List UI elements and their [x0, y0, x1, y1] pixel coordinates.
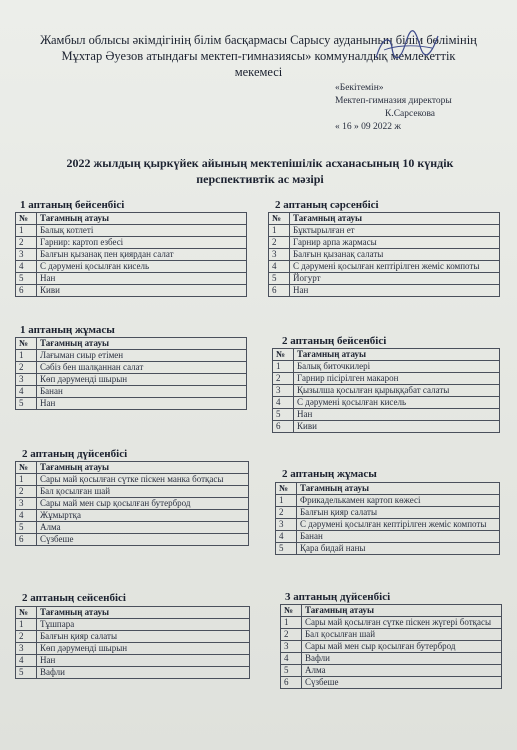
col-num-header: № [276, 483, 297, 495]
table-row: 4 С дәрумені қосылған кептірілген жеміс компоты [269, 261, 500, 273]
col-name-header: Тағамның атауы [294, 349, 500, 361]
approval-label: «Бекітемін» [335, 83, 384, 93]
table-row: 2 Гарнир: картоп езбесі [16, 237, 247, 249]
menu-item: Вафли [302, 653, 502, 665]
col-name-header: Тағамның атауы [37, 213, 247, 225]
table-row: 5 Нан [16, 398, 247, 410]
menu-item: С дәрумені қосылған кептірілген жеміс компоты [290, 261, 500, 273]
menu-item: С дәрумені қосылған кисель [37, 261, 247, 273]
menu-item: Киви [294, 421, 500, 433]
table-row: 6 Сүзбеше [281, 677, 502, 689]
menu-item: Жұмыртқа [37, 510, 249, 522]
menu-item: Банан [297, 531, 500, 543]
table-row: 1 Тұшпара [16, 619, 250, 631]
menu-item: Бал қосылған шай [37, 486, 249, 498]
table-row: 4 Жұмыртқа [16, 510, 249, 522]
table-row: 5 Алма [16, 522, 249, 534]
menu-title: 2 аптаның жұмасы [282, 468, 377, 480]
menu-item: Вафли [37, 667, 250, 679]
menu-title: 2 аптаның бейсенбісі [282, 335, 387, 347]
table-row: 3 Қызылша қосылған қырыққабат салаты [273, 385, 500, 397]
col-name-header: Тағамның атауы [290, 213, 500, 225]
menu-item: Бұктырылған ет [290, 225, 500, 237]
menu-item: Балғын қызанақ салаты [290, 249, 500, 261]
table-row: 4 Банан [16, 386, 247, 398]
menu-table [268, 212, 500, 297]
menu-item: Көп дәрумендi шырын [37, 643, 250, 655]
menu-item: Нан [37, 273, 247, 285]
menu-table [15, 337, 247, 410]
menu-title: 2 аптаның сейсенбісі [22, 592, 126, 604]
header-line-1: Жамбыл облысы әкімдігінің білім басқармасы Сарысу ауданының білім бөлімінің [40, 33, 477, 47]
menu-table [15, 606, 250, 679]
col-name-header: Тағамның атауы [37, 462, 249, 474]
col-num-header: № [281, 605, 302, 617]
table-row: 3 Көп дәрумендi шырын [16, 643, 250, 655]
table-row: 3 Сары май мен сыр қосылған бутерброд [16, 498, 249, 510]
menu-item: С дәрумені қосылған кисель [294, 397, 500, 409]
menu-title: 3 аптаның дүйсенбісі [285, 591, 391, 603]
menu-item: Нан [37, 655, 250, 667]
approval-name: К.Сарсекова [385, 109, 436, 119]
menu-item: Сары май мен сыр қосылған бутерброд [302, 641, 502, 653]
table-row: 1 Балық котлеті [16, 225, 247, 237]
menu-title: 2 аптаның дүйсенбісі [22, 448, 128, 460]
table-row: 6 Сүзбеше [16, 534, 249, 546]
table-row: 3 Балғын қызанақ салаты [269, 249, 500, 261]
col-name-header: Тағамның атауы [37, 338, 247, 350]
menu-item: Сәбіз бен шалқаннан салат [37, 362, 247, 374]
menu-item: Нан [290, 285, 500, 297]
table-row: 6 Киви [16, 285, 247, 297]
menu-item: Сүзбеше [302, 677, 502, 689]
col-num-header: № [16, 338, 37, 350]
table-row: 5 Вафли [16, 667, 250, 679]
approval-date: « 16 » 09 2022 ж [335, 122, 401, 132]
table-row: 5 Йогурт [269, 273, 500, 285]
menu-item: Нан [294, 409, 500, 421]
menu-item: Сары май мен сыр қосылған бутерброд [37, 498, 249, 510]
col-name-header: Тағамның атауы [297, 483, 500, 495]
table-row: 5 Нан [273, 409, 500, 421]
menu-item: Гарнир пісірілген макарон [294, 373, 500, 385]
table-row: 4 С дәрумені қосылған кисель [16, 261, 247, 273]
menu-item: Киви [37, 285, 247, 297]
table-row: 1 Балық биточкилері [273, 361, 500, 373]
table-row: 2 Балғын қияр салаты [276, 507, 500, 519]
menu-item: Қызылша қосылған қырыққабат салаты [294, 385, 500, 397]
table-row: 1 Лағыман сиыр етімен [16, 350, 247, 362]
menu-table [15, 212, 247, 297]
table-row: 2 Балғын қияр салаты [16, 631, 250, 643]
menu-item: Балғын қияр салаты [37, 631, 250, 643]
menu-item: Сары май қосылған сүтке піскен жүгері ботқасы [302, 617, 502, 629]
signature [372, 28, 442, 64]
table-row: 4 Банан [276, 531, 500, 543]
menu-item: Йогурт [290, 273, 500, 285]
table-row: 1 Фрикаделькамен картоп көжесі [276, 495, 500, 507]
table-row: 5 Нан [16, 273, 247, 285]
menu-item: Лағыман сиыр етімен [37, 350, 247, 362]
table-row: 3 Сары май мен сыр қосылған бутерброд [281, 641, 502, 653]
menu-item: Бал қосылған шай [302, 629, 502, 641]
col-num-header: № [269, 213, 290, 225]
col-num-header: № [16, 213, 37, 225]
header-line-3: мекемесі [234, 65, 283, 79]
menu-item: Банан [37, 386, 247, 398]
menu-title: 1 аптаның жұмасы [20, 324, 115, 336]
table-row: 2 Бал қосылған шай [16, 486, 249, 498]
table-row: 1 Сары май қосылған сүтке піскен жүгері ботқасы [281, 617, 502, 629]
col-name-header: Тағамның атауы [302, 605, 502, 617]
table-row: 4 С дәрумені қосылған кисель [273, 397, 500, 409]
table-row: 1 Сары май қосылған сүтке піскен манка ботқасы [16, 474, 249, 486]
approval-block [335, 82, 510, 134]
menu-item: Фрикаделькамен картоп көжесі [297, 495, 500, 507]
menu-item: Балық биточкилері [294, 361, 500, 373]
table-row: 2 Гарнир пісірілген макарон [273, 373, 500, 385]
col-num-header: № [16, 607, 37, 619]
menu-item: Гарнир: картоп езбесі [37, 237, 247, 249]
menu-item: С дәрумені қосылған кептірілген жеміс компоты [297, 519, 500, 531]
approval-position: Мектеп-гимназия директоры [335, 96, 452, 106]
menu-table [275, 482, 500, 555]
menu-table [15, 461, 249, 546]
col-num-header: № [273, 349, 294, 361]
table-row: 6 Киви [273, 421, 500, 433]
document-title-line-2: перспективтік ас мәзірі [196, 172, 324, 186]
menu-table [272, 348, 500, 433]
table-row: 3 Балғын қызанақ пен қиярдан салат [16, 249, 247, 261]
table-row: 2 Гарнир арпа жармасы [269, 237, 500, 249]
table-row: 4 Нан [16, 655, 250, 667]
col-num-header: № [16, 462, 37, 474]
menu-title: 1 аптаның бейсенбісі [20, 199, 125, 211]
table-row: 5 Алма [281, 665, 502, 677]
document-title-line-1: 2022 жылдың қыркүйек айының мектепішілік асханасының 10 күндік [66, 156, 454, 170]
table-row: 3 Көп дәрумендi шырын [16, 374, 247, 386]
menu-table [280, 604, 502, 689]
menu-item: Нан [37, 398, 247, 410]
table-row: 3 С дәрумені қосылған кептірілген жеміс компоты [276, 519, 500, 531]
table-row: 5 Қара бидай наны [276, 543, 500, 555]
table-row: 2 Сәбіз бен шалқаннан салат [16, 362, 247, 374]
header-line-2: Мұхтар Әуезов атындағы мектеп-гимназиясы» коммуналдық мемлекеттік [61, 49, 456, 63]
menu-item: Тұшпара [37, 619, 250, 631]
menu-item: Алма [37, 522, 249, 534]
col-name-header: Тағамның атауы [37, 607, 250, 619]
menu-item: Балғын қияр салаты [297, 507, 500, 519]
menu-item: Балық котлеті [37, 225, 247, 237]
menu-item: Алма [302, 665, 502, 677]
menu-title: 2 аптаның сәрсенбісі [275, 199, 379, 211]
table-row: 1 Бұктырылған ет [269, 225, 500, 237]
menu-item: Гарнир арпа жармасы [290, 237, 500, 249]
menu-item: Балғын қызанақ пен қиярдан салат [37, 249, 247, 261]
table-row: 2 Бал қосылған шай [281, 629, 502, 641]
table-row: 4 Вафли [281, 653, 502, 665]
table-row: 6 Нан [269, 285, 500, 297]
menu-item: Сары май қосылған сүтке піскен манка ботқасы [37, 474, 249, 486]
menu-item: Көп дәрумендi шырын [37, 374, 247, 386]
menu-item: Сүзбеше [37, 534, 249, 546]
menu-item: Қара бидай наны [297, 543, 500, 555]
